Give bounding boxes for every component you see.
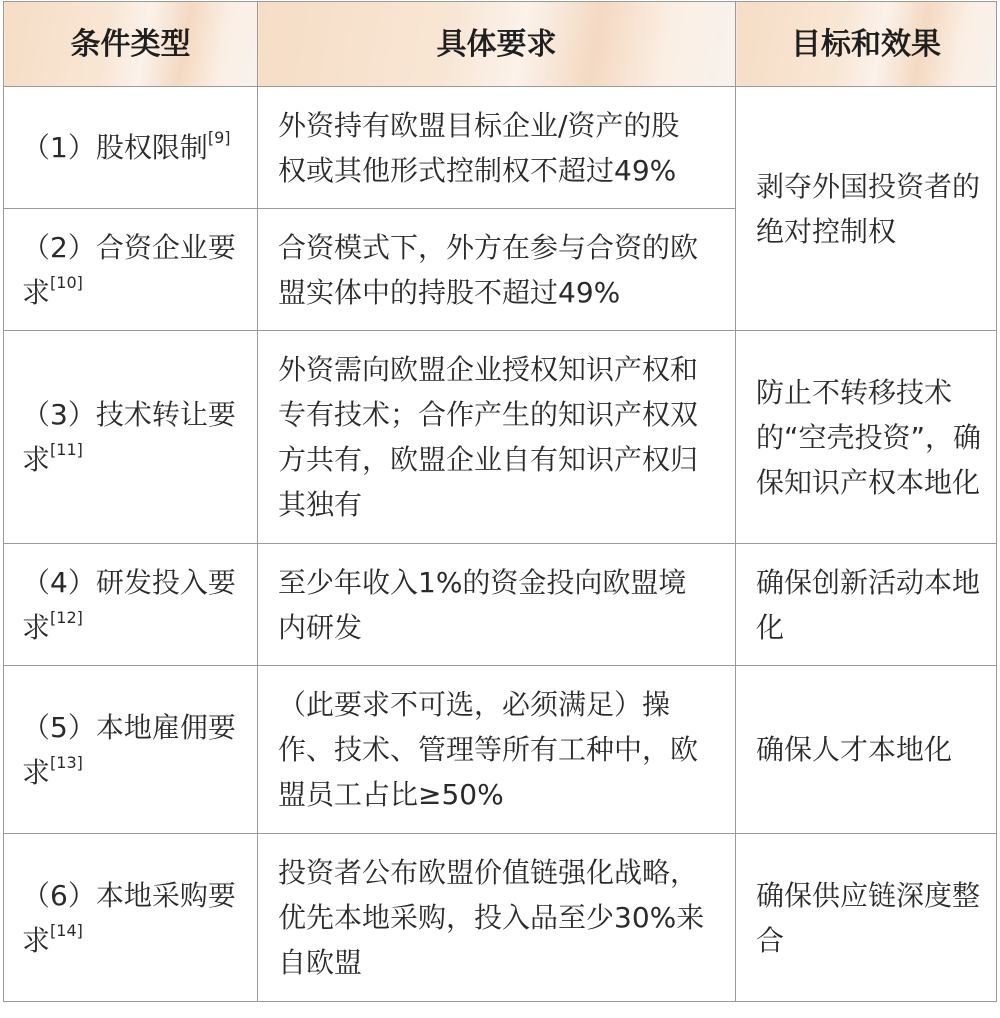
condition-cell — [4, 209, 258, 331]
header-condition-type: 条件类型 — [4, 2, 258, 87]
header-specific-requirement: 具体要求 — [258, 2, 736, 87]
footnote-ref: [12] — [50, 607, 83, 627]
requirements-table — [3, 1, 997, 1002]
condition-label: （6）本地采购要求 — [22, 878, 236, 957]
table-row — [4, 666, 997, 834]
table-row — [4, 834, 997, 1002]
condition-cell — [4, 666, 258, 834]
goal-cell: 剥夺外国投资者的绝对控制权 — [736, 87, 997, 331]
footnote-ref: [10] — [50, 272, 83, 292]
requirement-cell: 合资模式下，外方在参与合资的欧盟实体中的持股不超过49% — [258, 209, 736, 331]
footnote-ref: [9] — [207, 128, 231, 147]
condition-cell — [4, 331, 258, 544]
requirement-cell: 至少年收入1%的资金投向欧盟境内研发 — [258, 544, 736, 666]
table-row — [4, 87, 997, 209]
goal-cell: 确保人才本地化 — [736, 666, 997, 834]
table-row — [4, 544, 997, 666]
header-goal-effect: 目标和效果 — [736, 2, 997, 87]
header-row — [4, 2, 997, 87]
condition-label: （4）研发投入要求 — [22, 565, 236, 644]
table-header — [4, 2, 997, 87]
condition-label: （1）股权限制 — [22, 131, 208, 164]
condition-cell — [4, 544, 258, 666]
footnote-ref: [11] — [50, 440, 83, 459]
footnote-ref: [14] — [50, 920, 83, 940]
condition-cell — [4, 87, 258, 209]
condition-label: （2）合资企业要求 — [22, 230, 236, 309]
requirement-cell: （此要求不可选，必须满足）操作、技术、管理等所有工种中，欧盟员工占比≥50% — [258, 666, 736, 834]
table-body — [4, 87, 997, 1002]
goal-cell: 防止不转移技术的“空壳投资”，确保知识产权本地化 — [736, 331, 997, 544]
condition-label: （3）技术转让要求 — [22, 398, 236, 476]
goal-cell: 确保供应链深度整合 — [736, 834, 997, 1002]
condition-label: （5）本地雇佣要求 — [22, 710, 236, 789]
goal-cell: 确保创新活动本地化 — [736, 544, 997, 666]
requirement-cell: 外资需向欧盟企业授权知识产权和专有技术；合作产生的知识产权双方共有，欧盟企业自有知识产权归其独有 — [258, 331, 736, 544]
table-row — [4, 331, 997, 544]
condition-cell — [4, 834, 258, 1002]
requirement-cell: 外资持有欧盟目标企业/资产的股权或其他形式控制权不超过49% — [258, 87, 736, 209]
footnote-ref: [13] — [50, 752, 83, 772]
requirement-cell: 投资者公布欧盟价值链强化战略，优先本地采购，投入品至少30%来自欧盟 — [258, 834, 736, 1002]
